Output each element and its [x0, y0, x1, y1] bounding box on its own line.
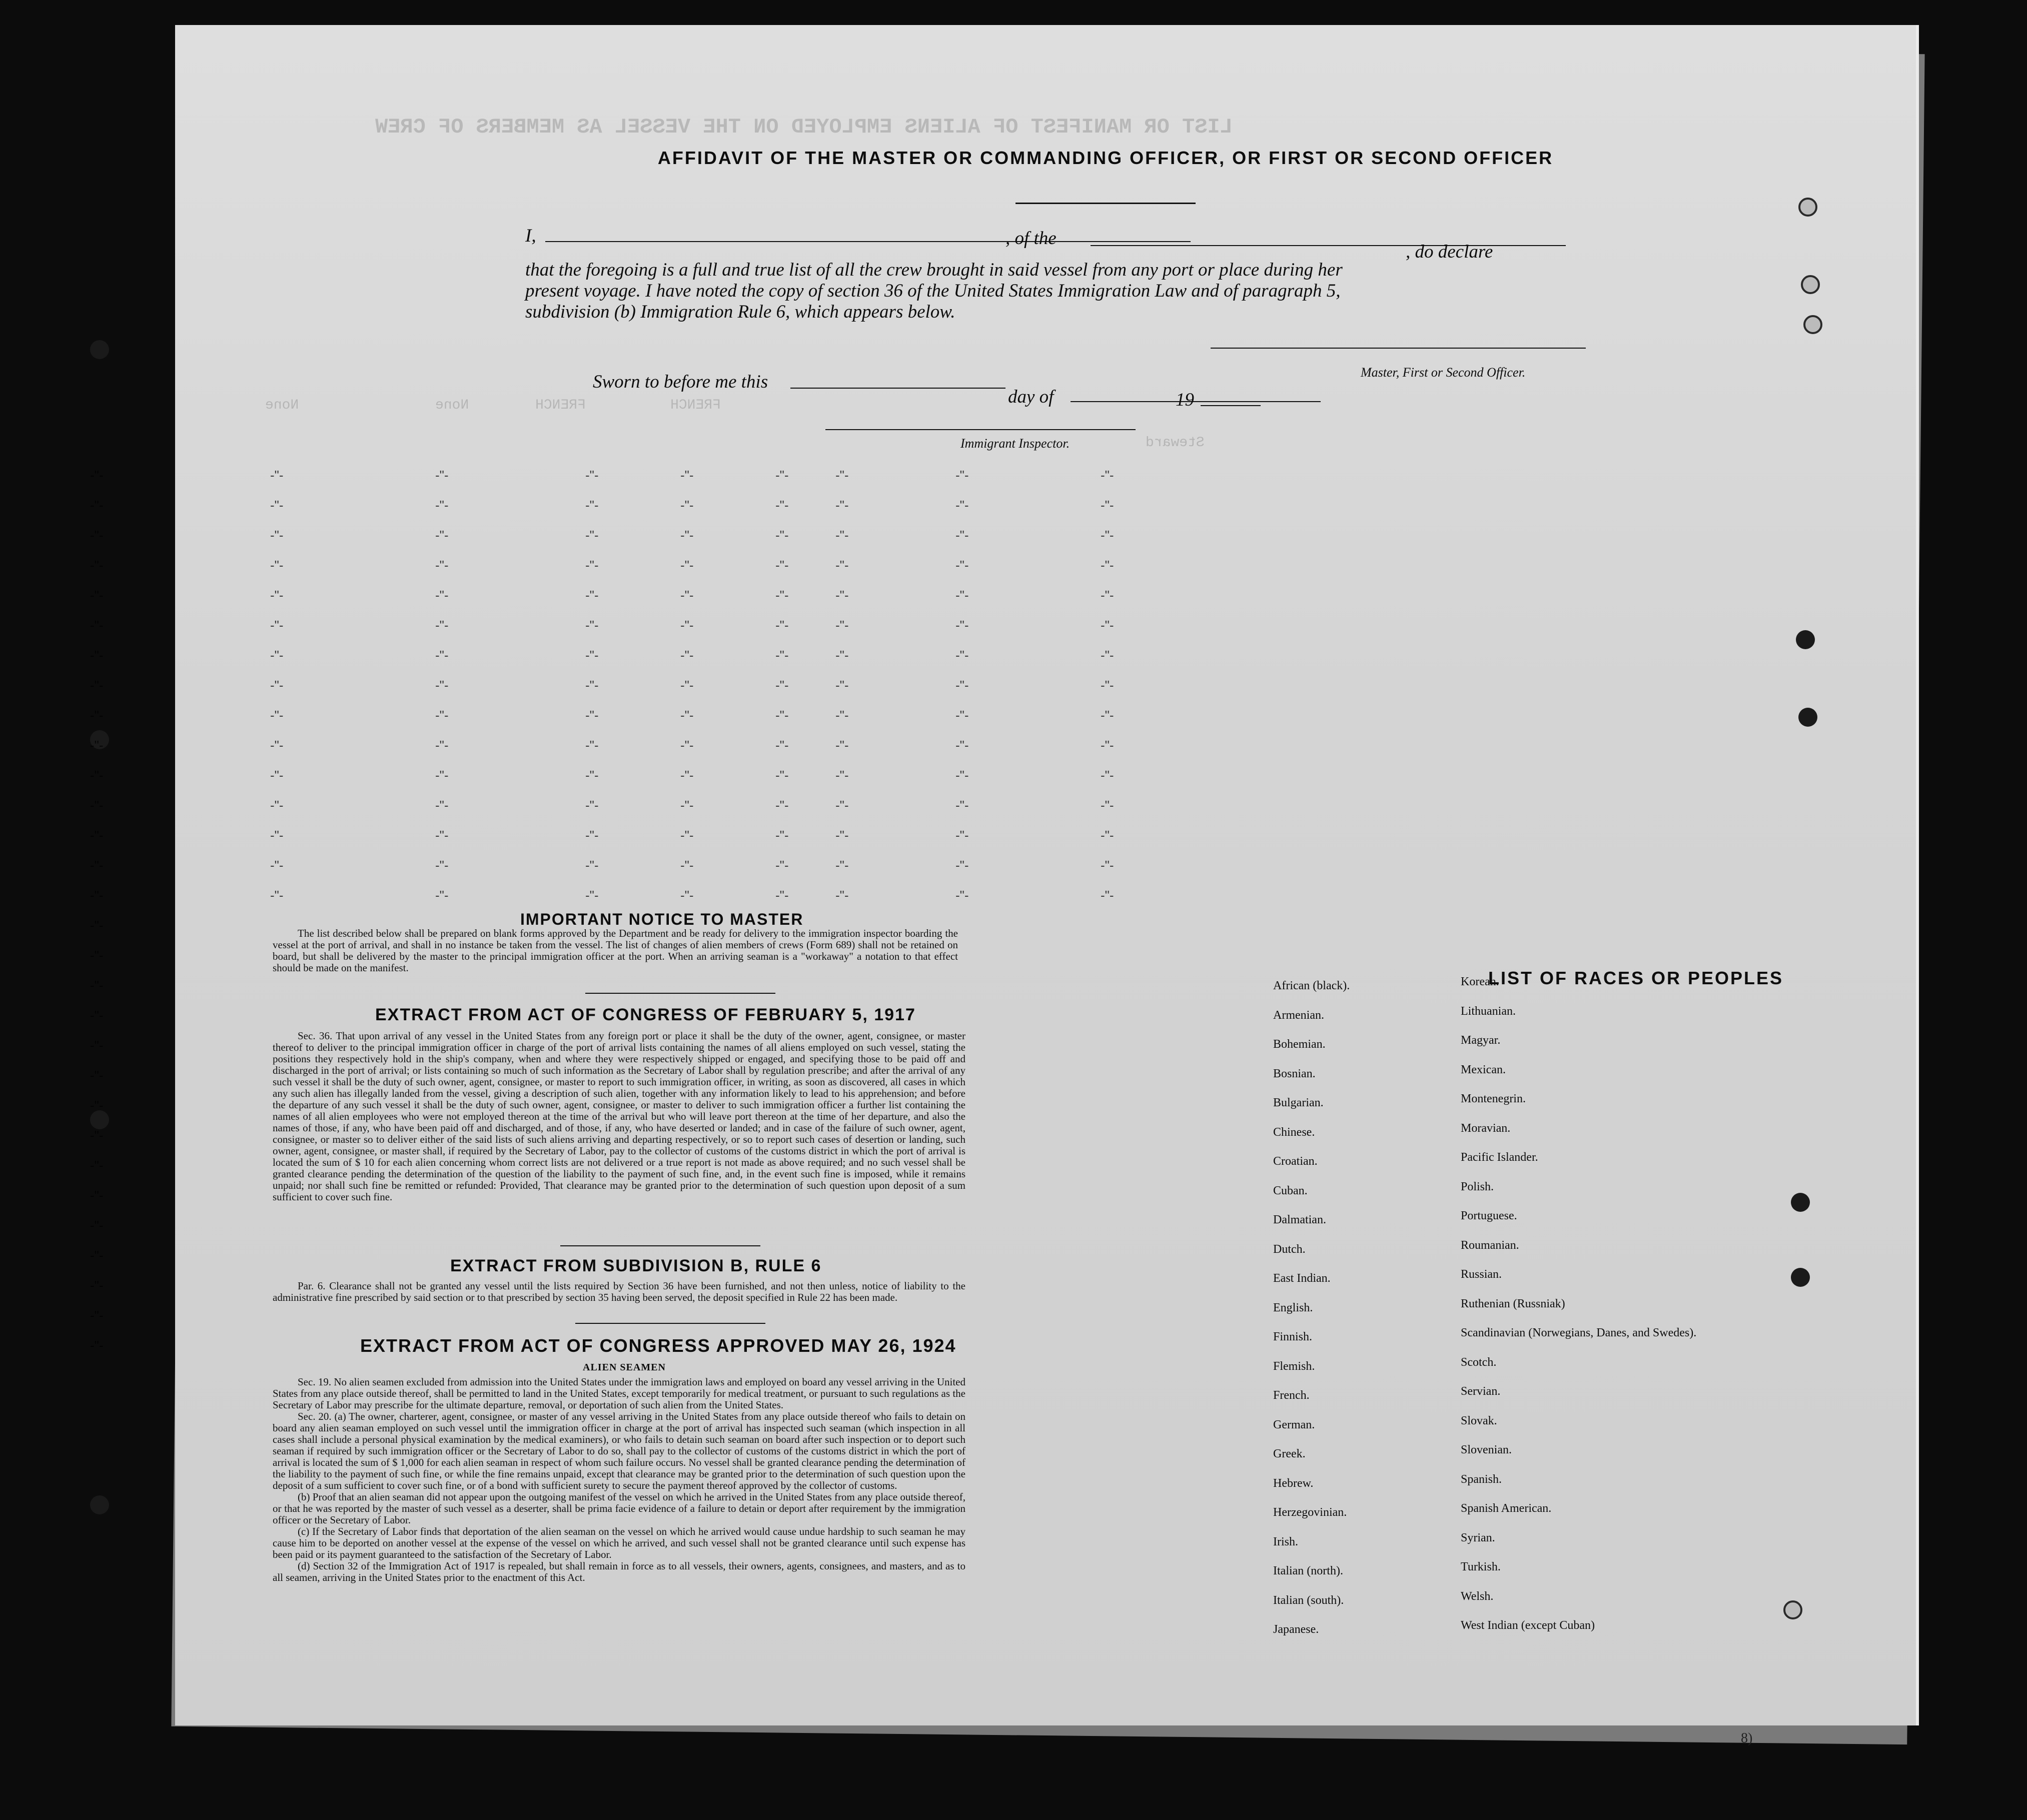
extract-1917-rule: [560, 1245, 760, 1246]
year-blank: [1201, 405, 1261, 406]
ditto-mark: -"-: [955, 798, 969, 813]
ditto-mark: -"-: [955, 738, 969, 753]
punch-hole: [1791, 1193, 1810, 1212]
ditto-mark: -"-: [435, 768, 449, 783]
ditto-mark: -"-: [835, 888, 849, 903]
ditto-mark: -"-: [585, 528, 599, 543]
ditto-mark: -"-: [585, 588, 599, 603]
affidavit-do-declare: , do declare: [1406, 242, 1493, 262]
ditto-mark: -"-: [955, 618, 969, 633]
ditto-mark: -"-: [680, 858, 694, 873]
race-item: Croatian.: [1273, 1155, 1318, 1168]
ditto-mark: -"-: [90, 1278, 104, 1293]
ditto-mark: -"-: [1101, 528, 1114, 543]
ditto-mark: -"-: [585, 738, 599, 753]
ditto-mark: -"-: [1101, 738, 1114, 753]
ditto-mark: -"-: [90, 648, 104, 663]
year-prefix: 19: [1176, 390, 1194, 410]
ditto-mark: -"-: [1101, 618, 1114, 633]
punch-hole: [90, 340, 109, 359]
sworn-text: Sworn to before me this: [593, 372, 768, 392]
ditto-mark: -"-: [270, 798, 284, 813]
race-item: Spanish.: [1461, 1472, 1502, 1486]
race-item: Turkish.: [1461, 1560, 1501, 1573]
ditto-mark: -"-: [680, 888, 694, 903]
ditto-mark: -"-: [585, 648, 599, 663]
race-item: Irish.: [1273, 1535, 1298, 1548]
bleedthrough-none: None: [265, 398, 299, 413]
affidavit-of-the: , of the: [1005, 228, 1057, 249]
ditto-mark: -"-: [585, 498, 599, 513]
ditto-mark: -"-: [90, 1158, 104, 1173]
race-item: English.: [1273, 1301, 1313, 1314]
affidavit-line2: present voyage. I have noted the copy of section 36 of the United States Immigration Law and of paragraph 5,: [525, 281, 1341, 301]
extract-1924-subtitle: ALIEN SEAMEN: [583, 1362, 666, 1373]
ditto-mark: -"-: [90, 1338, 104, 1353]
ditto-mark: -"-: [270, 768, 284, 783]
bleedthrough-steward: Steward: [1146, 435, 1205, 451]
ditto-mark: -"-: [835, 648, 849, 663]
ditto-mark: -"-: [435, 528, 449, 543]
bleedthrough-french: FRENCH: [535, 398, 586, 413]
ditto-mark: -"-: [90, 1218, 104, 1233]
ditto-mark: -"-: [955, 768, 969, 783]
sworn-blank: [790, 388, 1005, 389]
affidavit-i: I,: [525, 226, 536, 246]
binder-ring: [1803, 315, 1822, 334]
ditto-mark: -"-: [90, 1308, 104, 1323]
ditto-mark: -"-: [680, 618, 694, 633]
ditto-mark: -"-: [90, 948, 104, 963]
ditto-mark: -"-: [680, 588, 694, 603]
ditto-mark: -"-: [435, 888, 449, 903]
ditto-mark: -"-: [90, 978, 104, 993]
race-item: Bohemian.: [1273, 1038, 1326, 1051]
ditto-mark: -"-: [90, 798, 104, 813]
ditto-mark: -"-: [270, 558, 284, 573]
race-item: Bosnian.: [1273, 1067, 1316, 1080]
notice-title: IMPORTANT NOTICE TO MASTER: [520, 910, 804, 928]
ditto-mark: -"-: [270, 738, 284, 753]
notice-rule: [585, 993, 775, 994]
punch-hole: [90, 1495, 109, 1514]
ditto-mark: -"-: [90, 738, 104, 753]
ditto-mark: -"-: [835, 768, 849, 783]
binder-ring: [1798, 198, 1817, 217]
ditto-mark: -"-: [435, 558, 449, 573]
ditto-mark: -"-: [435, 708, 449, 723]
binder-ring: [1801, 275, 1820, 294]
race-item: Bulgarian.: [1273, 1096, 1324, 1109]
race-item: Slovak.: [1461, 1414, 1497, 1427]
inspector-sig-line: [825, 429, 1136, 430]
ditto-mark: -"-: [90, 588, 104, 603]
ditto-mark: -"-: [955, 528, 969, 543]
ditto-mark: -"-: [835, 498, 849, 513]
ditto-mark: -"-: [435, 468, 449, 483]
affidavit-line1: that the foregoing is a full and true list of all the crew brought in said vessel from any port or place during her: [525, 260, 1343, 280]
race-item: Magyar.: [1461, 1034, 1501, 1047]
document-page: [90, 25, 1919, 1746]
race-item: Servian.: [1461, 1385, 1501, 1398]
races-title: LIST OF RACES OR PEOPLES: [1488, 968, 1784, 988]
ditto-mark: -"-: [270, 618, 284, 633]
ditto-mark: -"-: [585, 858, 599, 873]
ditto-mark: -"-: [835, 528, 849, 543]
ditto-mark: -"-: [680, 558, 694, 573]
ditto-mark: -"-: [1101, 558, 1114, 573]
corner-mark: 8): [1741, 1730, 1753, 1746]
rule6-text: Par. 6. Clearance shall not be granted any vessel until the lists required by Section 36 have been furnished, and not then unless, notice of liability to the administrative fine prescribed by said section or to that prescribed by section 35 having been served, the deposit specified in Rule 22 has been made.: [273, 1280, 965, 1303]
ditto-mark: -"-: [585, 768, 599, 783]
affidavit-line3: subdivision (b) Immigration Rule 6, which appears below.: [525, 302, 955, 322]
ditto-mark: -"-: [435, 678, 449, 693]
race-item: Scandinavian (Norwegians, Danes, and Swedes).: [1461, 1326, 1697, 1339]
ditto-mark: -"-: [955, 678, 969, 693]
ditto-mark: -"-: [680, 648, 694, 663]
ditto-mark: -"-: [90, 918, 104, 933]
ditto-mark: -"-: [90, 618, 104, 633]
ditto-mark: -"-: [680, 528, 694, 543]
ditto-mark: -"-: [435, 498, 449, 513]
ditto-mark: -"-: [1101, 468, 1114, 483]
ditto-mark: -"-: [955, 858, 969, 873]
race-item: Korean.: [1461, 975, 1499, 988]
ditto-mark: -"-: [775, 618, 789, 633]
ditto-mark: -"-: [90, 1128, 104, 1143]
race-item: Polish.: [1461, 1180, 1494, 1193]
race-item: Herzegovinian.: [1273, 1506, 1347, 1519]
bleedthrough-french: FRENCH: [670, 398, 721, 413]
ditto-mark: -"-: [835, 828, 849, 843]
ditto-mark: -"-: [90, 1098, 104, 1113]
ditto-mark: -"-: [90, 768, 104, 783]
ditto-mark: -"-: [585, 678, 599, 693]
ditto-mark: -"-: [270, 828, 284, 843]
ditto-mark: -"-: [1101, 588, 1114, 603]
ditto-mark: -"-: [90, 858, 104, 873]
ditto-mark: -"-: [585, 558, 599, 573]
race-item: African (black).: [1273, 979, 1350, 992]
rule6-rule: [575, 1323, 765, 1324]
rule6-title: EXTRACT FROM SUBDIVISION B, RULE 6: [450, 1256, 822, 1275]
race-item: Welsh.: [1461, 1589, 1494, 1603]
race-item: Russian.: [1461, 1268, 1502, 1281]
ditto-mark: -"-: [435, 858, 449, 873]
ditto-mark: -"-: [955, 648, 969, 663]
ditto-mark: -"-: [835, 858, 849, 873]
race-item: Spanish American.: [1461, 1502, 1552, 1515]
race-item: Moravian.: [1461, 1121, 1511, 1135]
ditto-mark: -"-: [680, 828, 694, 843]
ditto-mark: -"-: [955, 588, 969, 603]
race-item: West Indian (except Cuban): [1461, 1619, 1595, 1632]
binder-ring: [1783, 1600, 1802, 1619]
ditto-mark: -"-: [775, 678, 789, 693]
race-item: German.: [1273, 1418, 1315, 1431]
ditto-mark: -"-: [1101, 498, 1114, 513]
ditto-mark: -"-: [1101, 768, 1114, 783]
ditto-mark: -"-: [90, 828, 104, 843]
ditto-mark: -"-: [90, 528, 104, 543]
race-item: Italian (north).: [1273, 1564, 1343, 1577]
ditto-mark: -"-: [585, 888, 599, 903]
ditto-mark: -"-: [955, 708, 969, 723]
ditto-mark: -"-: [1101, 828, 1114, 843]
race-item: Italian (south).: [1273, 1593, 1344, 1607]
ditto-mark: -"-: [955, 558, 969, 573]
ditto-mark: -"-: [270, 678, 284, 693]
ditto-mark: -"-: [585, 828, 599, 843]
ditto-mark: -"-: [775, 798, 789, 813]
punch-hole: [1796, 630, 1815, 649]
race-item: Japanese.: [1273, 1623, 1319, 1636]
ditto-mark: -"-: [270, 498, 284, 513]
ditto-mark: -"-: [1101, 708, 1114, 723]
ditto-mark: -"-: [955, 888, 969, 903]
ditto-mark: -"-: [775, 588, 789, 603]
ditto-mark: -"-: [90, 468, 104, 483]
ditto-mark: -"-: [585, 618, 599, 633]
ditto-mark: -"-: [680, 678, 694, 693]
ditto-mark: -"-: [680, 738, 694, 753]
ditto-mark: -"-: [680, 768, 694, 783]
ditto-mark: -"-: [775, 528, 789, 543]
ditto-mark: -"-: [955, 828, 969, 843]
ditto-mark: -"-: [775, 888, 789, 903]
vessel-blank: [1091, 245, 1566, 246]
ditto-mark: -"-: [90, 888, 104, 903]
race-item: Cuban.: [1273, 1184, 1308, 1197]
race-item: Armenian.: [1273, 1008, 1324, 1022]
ditto-mark: -"-: [435, 648, 449, 663]
ditto-mark: -"-: [270, 708, 284, 723]
race-item: Lithuanian.: [1461, 1004, 1516, 1018]
ditto-mark: -"-: [90, 708, 104, 723]
punch-hole: [1791, 1268, 1810, 1287]
ditto-mark: -"-: [270, 648, 284, 663]
ditto-mark: -"-: [775, 738, 789, 753]
day-blank: [1071, 401, 1321, 402]
ditto-mark: -"-: [775, 828, 789, 843]
ditto-mark: -"-: [1101, 798, 1114, 813]
ditto-mark: -"-: [680, 708, 694, 723]
ditto-mark: -"-: [1101, 888, 1114, 903]
ditto-mark: -"-: [435, 618, 449, 633]
day-of-text: day of: [1008, 387, 1054, 407]
ditto-mark: -"-: [270, 528, 284, 543]
ditto-mark: -"-: [680, 468, 694, 483]
punch-hole: [1798, 708, 1817, 727]
bleedthrough-header: LIST OR MANIFEST OF ALIENS EMPLOYED ON THE VESSEL AS MEMBERS OF CREW: [375, 115, 1233, 139]
race-item: Portuguese.: [1461, 1209, 1517, 1222]
race-item: Syrian.: [1461, 1531, 1495, 1544]
ditto-mark: -"-: [775, 498, 789, 513]
ditto-mark: -"-: [680, 798, 694, 813]
affidavit-title: AFFIDAVIT OF THE MASTER OR COMMANDING OFFICER, OR FIRST OR SECOND OFFICER: [657, 148, 1554, 168]
extract-1917-title: EXTRACT FROM ACT OF CONGRESS OF FEBRUARY 5, 1917: [375, 1005, 916, 1024]
ditto-mark: -"-: [835, 558, 849, 573]
ditto-mark: -"-: [835, 678, 849, 693]
ditto-mark: -"-: [1101, 648, 1114, 663]
ditto-mark: -"-: [270, 888, 284, 903]
ditto-mark: -"-: [435, 738, 449, 753]
notice-text: The list described below shall be prepared on blank forms approved by the Department and be ready for delivery to the immigration inspector boarding the vessel at the port of arrival, and shall in no instance be taken from the vessel. The list of changes of alien members of crews (Form 689) shall not be retained on board, but shall be delivered by the master to the principal immigration officer at the port. When an arriving seaman is a "workaway" a notation to that effect should be made on the manifest.: [273, 927, 958, 974]
extract-1917-text: Sec. 36. That upon arrival of any vessel in the United States from any foreign port or place it shall be the duty of the owner, agent, consignee, or master thereof to deliver to the principal immigration officer in charge of the port of arrival lists containing the names of all aliens employed on such vessel, stating the positions they respectively hold in the ship's company, when and where they were respectively shipped or engaged, and specifying those to be paid off and discharged in the port of arrival; or lists containing so much of such information as the Secretary of Labor shall by regulation prescribe; and after the arrival of any such vessel it shall be the duty of such owner, agent, consignee, or master to report to such immigration officer, in writing, as soon as discovered, all cases in which any such alien has illegally landed from the vessel, giving a description of such alien, together with any information likely to lead to his apprehension; and before the departure of any such vessel it shall be the duty of such owner, agent, consignee, or master to deliver to such immigration officer a further list containing the names of all alien employees who were not employed thereon at the time of the arrival but who will leave port thereon at the time of her departure, and also the names of those, if any, who have been paid off and discharged, and of those, if any, who have deserted or landed; and in case of the failure of such owner, agent, consignee, or master so to deliver either of the said lists of such aliens arriving and departing respectively, or so to report such cases of desertion or landing, such owner, agent, consignee, or master shall, if required by the Secretary of Labor, pay to the collector of customs of the customs district in which the port of arrival is located the sum of $ 10 for each alien concerning whom correct lists are not delivered or a true report is not made as above required; and no such vessel shall be granted clearance pending the determination of the question of the liability to the payment of such fine, and, in the event such fine is imposed, while it remains unpaid; nor shall such fine be remitted or refunded: Provided, That clearance may be granted prior to the determination of such question upon deposit of a sum sufficient to cover such fine.: [273, 1030, 965, 1203]
title-underline: [1016, 203, 1196, 204]
ditto-mark: -"-: [270, 468, 284, 483]
ditto-mark: -"-: [835, 798, 849, 813]
ditto-mark: -"-: [835, 738, 849, 753]
ditto-mark: -"-: [90, 1008, 104, 1023]
race-item: Montenegrin.: [1461, 1092, 1526, 1105]
ditto-mark: -"-: [270, 858, 284, 873]
ditto-mark: -"-: [1101, 858, 1114, 873]
race-item: Dutch.: [1273, 1242, 1306, 1256]
master-sig-line: [1211, 348, 1586, 349]
ditto-mark: -"-: [955, 468, 969, 483]
race-item: Roumanian.: [1461, 1238, 1519, 1252]
ditto-mark: -"-: [775, 858, 789, 873]
ditto-mark: -"-: [775, 558, 789, 573]
ditto-mark: -"-: [775, 648, 789, 663]
ditto-mark: -"-: [835, 708, 849, 723]
race-item: East Indian.: [1273, 1272, 1331, 1285]
ditto-mark: -"-: [90, 1038, 104, 1053]
ditto-mark: -"-: [585, 798, 599, 813]
ditto-mark: -"-: [585, 708, 599, 723]
ditto-mark: -"-: [435, 828, 449, 843]
ditto-mark: -"-: [835, 618, 849, 633]
ditto-mark: -"-: [90, 1248, 104, 1263]
extract-1924-text: Sec. 19. No alien seamen excluded from admission into the United States under the immigration laws and employed on board any vessel arriving in the United States from any place outside thereof, shall be permitted to land in the United States, except temporarily for medical treatment, or pursuant to such regulations as the Secretary of Labor may prescribe for the ultimate departure, removal, or deportation of such alien from the United States. Sec. 20. (a) The owner, charterer, agent, consignee, or master of any vessel arriving in the United States from any place outside thereof who fails to detain on board any alien seaman employed on such vessel until the immigration officer in charge at the port of arrival has inspected such seaman (which inspection in all cases shall include a personal physical examination by the medical examiners), or who fails to detain such seaman on board after such inspection or to deport such seaman if required by such immigration officer or the Secretary of Labor to do so, shall pay to the collector of customs of the customs district in which the port of arrival is located the sum of $ 1,000 for each alien seaman in respect of whom such failure occurs. No vessel shall be granted clearance pending the determination of the liability to the payment of such fine, or while the fine remains unpaid, except that clearance may be granted prior to the determination of such question upon the deposit of a sum sufficient to cover such fine, or of a bond with sufficient surety to secure the payment thereof approved by the collector of customs. (b) Proof that an alien seaman did not appear upon the outgoing manifest of the vessel on which he arrived in the United States from any place outside thereof, or that he was reported by the master of such vessel as a deserter, shall be prima facie evidence of a failure to detain or deport after requirement by the immigration officer or the Secretary of Labor. (c) If the Secretary of Labor finds that deportation of the alien seaman on the vessel on which he arrived would cause undue hardship to such seaman he may cause him to be deported on another vessel at the expense of the vessel on which he arrived, and such vessel shall not be granted clearance until such expense has been paid or its payment guaranteed to the satisfaction of the Secretary of Labor. (d) Section 32 of the Immigration Act of 1917 is repealed, but shall remain in force as to all vessels, their owners, agents, consignees, and masters, and as to all seamen, arriving in the United States prior to the enactment of this Act.: [273, 1376, 965, 1583]
ditto-mark: -"-: [835, 468, 849, 483]
ditto-mark: -"-: [585, 468, 599, 483]
race-item: Greek.: [1273, 1447, 1306, 1460]
ditto-mark: -"-: [90, 1068, 104, 1083]
race-item: Chinese.: [1273, 1125, 1315, 1139]
race-item: Mexican.: [1461, 1063, 1506, 1076]
bleedthrough-none: None: [435, 398, 469, 413]
ditto-mark: -"-: [775, 708, 789, 723]
race-item: French.: [1273, 1389, 1310, 1402]
name-blank: [545, 241, 1191, 242]
ditto-mark: -"-: [435, 798, 449, 813]
ditto-mark: -"-: [680, 498, 694, 513]
race-item: Finnish.: [1273, 1330, 1313, 1343]
ditto-mark: -"-: [775, 768, 789, 783]
extract-1924-title: EXTRACT FROM ACT OF CONGRESS APPROVED MAY 26, 1924: [360, 1335, 956, 1356]
race-item: Slovenian.: [1461, 1443, 1512, 1456]
inspector-sig-label: Immigrant Inspector.: [960, 436, 1070, 451]
races-left-column: [1273, 979, 1350, 1652]
race-item: Ruthenian (Russniak): [1461, 1297, 1565, 1310]
ditto-mark: -"-: [1101, 678, 1114, 693]
race-item: Scotch.: [1461, 1355, 1497, 1369]
ditto-mark: -"-: [90, 498, 104, 513]
race-item: Pacific Islander.: [1461, 1151, 1538, 1164]
race-item: Flemish.: [1273, 1359, 1315, 1373]
race-item: Hebrew.: [1273, 1476, 1314, 1490]
races-right-column: [1461, 975, 1696, 1648]
ditto-mark: -"-: [90, 558, 104, 573]
race-item: Dalmatian.: [1273, 1213, 1326, 1226]
ditto-mark: -"-: [90, 678, 104, 693]
master-sig-label: Master, First or Second Officer.: [1361, 365, 1526, 380]
ditto-mark: -"-: [835, 588, 849, 603]
ditto-mark: -"-: [270, 588, 284, 603]
ditto-mark: -"-: [90, 1188, 104, 1203]
ditto-mark: -"-: [955, 498, 969, 513]
ditto-mark: -"-: [775, 468, 789, 483]
ditto-mark: -"-: [435, 588, 449, 603]
